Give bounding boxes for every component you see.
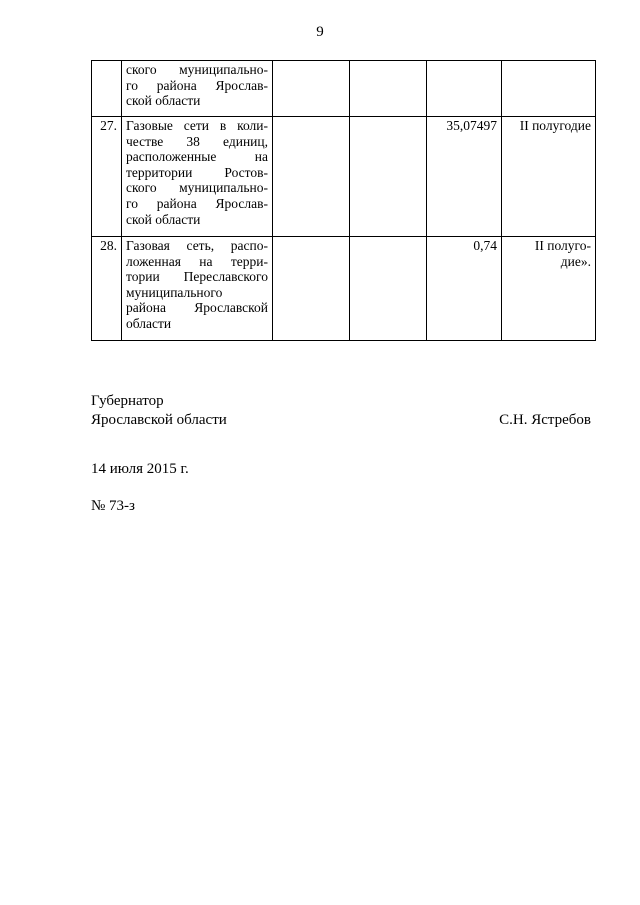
object-name-line: го района Ярослав- [126, 77, 268, 93]
object-name-line: ской области [126, 211, 201, 227]
page-number: 9 [316, 24, 324, 40]
table-row [92, 117, 596, 237]
amount-cell [427, 61, 502, 117]
empty-cell [350, 237, 427, 341]
term-cell [502, 61, 596, 117]
object-name-line: го района Ярослав- [126, 195, 268, 211]
document-date: 14 июля 2015 г. [91, 461, 189, 477]
object-name [122, 61, 273, 117]
row-number [92, 61, 122, 117]
governor-region: Ярославской области [91, 412, 227, 428]
amount-cell: 35,07497 [427, 117, 502, 237]
term-line: II полуго- [534, 238, 591, 253]
empty-cell [350, 61, 427, 117]
empty-cell [350, 117, 427, 237]
object-name [122, 117, 273, 237]
term-line: дие». [560, 253, 591, 269]
signature-block [91, 392, 591, 430]
law-number: № 73-з [91, 498, 135, 514]
object-name-line: муниципального [126, 284, 223, 300]
empty-cell [273, 237, 350, 341]
object-table [91, 60, 596, 341]
object-name-line: расположенные на [126, 149, 268, 165]
table-row [92, 237, 596, 341]
object-name-line: тории Переславского [126, 269, 268, 285]
table-body [92, 61, 596, 341]
row-number: 28. [92, 237, 122, 341]
object-name-line: района Ярославской [126, 300, 268, 316]
term-cell [502, 237, 596, 341]
empty-cell [273, 117, 350, 237]
term-line: II полугодие [519, 118, 591, 133]
object-name-line: Газовая сеть, распо- [126, 238, 268, 253]
governor-title: Губернатор [91, 393, 164, 409]
governor-name: С.Н. Ястребов [499, 412, 591, 428]
empty-cell [273, 61, 350, 117]
object-name-line: ской области [126, 93, 201, 109]
object-name-line: ложенная на терри- [126, 253, 268, 269]
amount-cell: 0,74 [427, 237, 502, 341]
signature-row [91, 411, 591, 430]
row-number: 27. [92, 117, 122, 237]
object-name-line: ского муниципально- [126, 62, 268, 77]
object-name-line: территории Ростов- [126, 164, 268, 180]
object-name-line: ского муниципально- [126, 180, 268, 196]
object-name-line: области [126, 315, 172, 331]
object-name-line: Газовые сети в коли- [126, 118, 268, 133]
object-name [122, 237, 273, 341]
table-row [92, 61, 596, 117]
object-name-line: честве 38 единиц, [126, 133, 268, 149]
term-cell [502, 117, 596, 237]
